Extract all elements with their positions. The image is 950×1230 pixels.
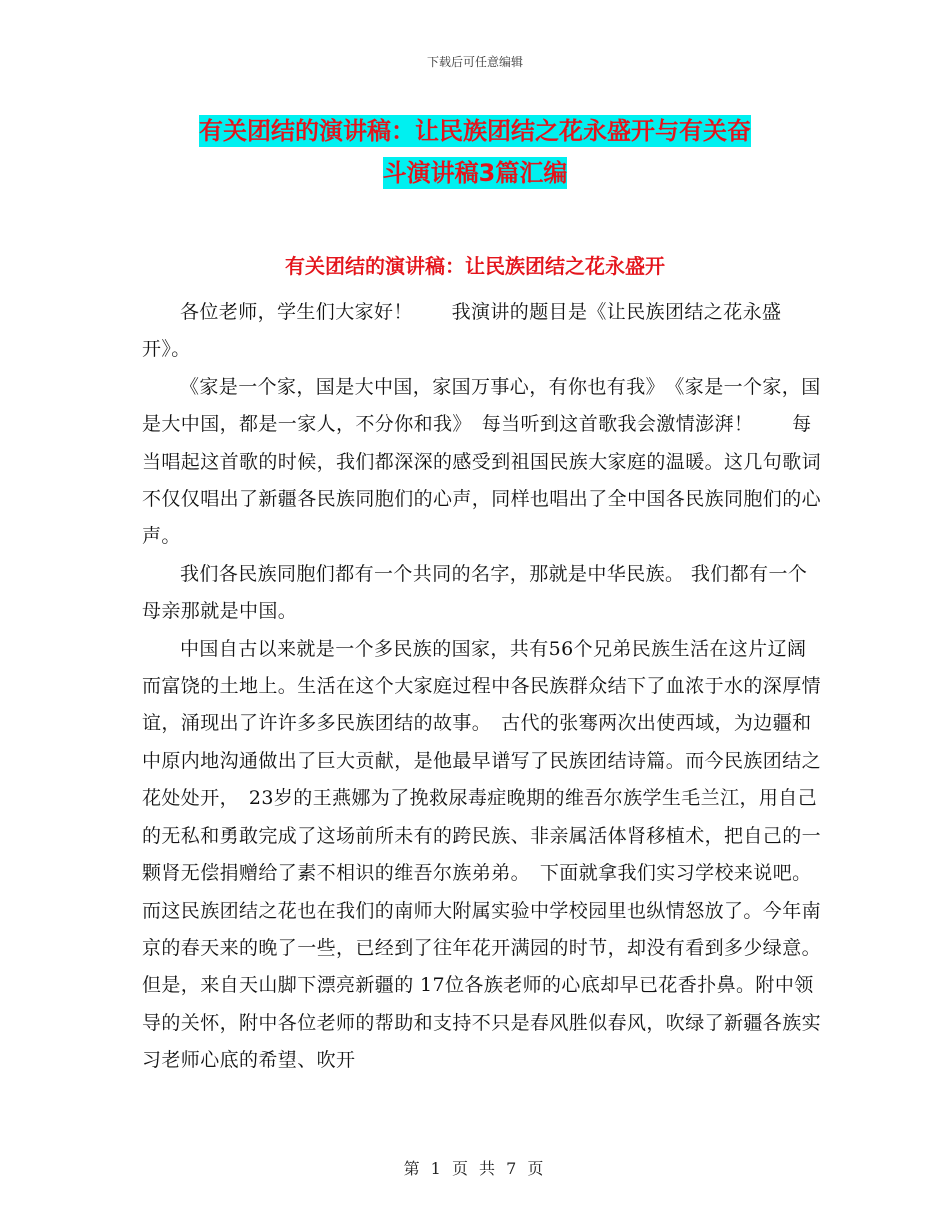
section-title: 有关团结的演讲稿：让民族团结之花永盛开 bbox=[285, 254, 665, 278]
document-title-line-2 bbox=[0, 156, 950, 190]
document-title-line-1 bbox=[0, 114, 950, 148]
header-note: 下载后可任意编辑 bbox=[426, 55, 523, 69]
page-footer: 第 1 页 共 7 页 bbox=[403, 1159, 547, 1178]
paragraph: 我们各民族同胞们都有一个共同的名字，那就是中华民族。 我们都有一个母亲那就是中国。 bbox=[142, 562, 808, 623]
paragraph: 中国自古以来就是一个多民族的国家，共有56个兄弟民族生活在这片辽阔而富饶的土地上。生活在这个大家庭过程中各民族群众结下了血浓于水的深厚情谊，涌现出了许许多多民族团结的故事。 古代的张骞两次出使西域，为边疆和中原内地沟通做出了巨大贡献，是他最早谱写了民族团结诗篇。而今民族团结之花处处开， 23岁的王燕娜为了挽救尿毒症晚期的维吾尔族学生毛兰江，用自己的无私和勇敢完成了这场前所未有的跨民族、非亲属活体肾移植术，把自己的一颗肾无偿捐赠给了素不相识的维吾尔族弟弟。 下面就拿我们实习学校来说吧。而这民族团结之花也在我们的南师大附属实验中学校园里也纵情怒放了。今年南京的春天来的晚了一些，已经到了往年花开满园的时节，却没有看到多少绿意。但是，来自天山脚下漂亮新疆的 17位各族老师的心底却早已花香扑鼻。附中领导的关怀，附中各位老师的帮助和支持不只是春风胜似春风，吹绿了新疆各族实习老师心底的希望、吹开 bbox=[142, 637, 822, 1072]
title-highlight-2: 斗演讲稿3篇汇编 bbox=[382, 159, 568, 187]
paragraph: 《家是一个家，国是大中国，家国万事心，有你也有我》 《家是一个家，国是大中国，都是一家人，不分你和我》 每当听到这首歌我会激情澎湃！ 每当唱起这首歌的时候，我们都深深的感受到祖国民族大家庭的温暖。这几句歌词不仅仅唱出了新疆各民族同胞们的心声，同样也唱出了全中国各民族同胞们的心声。 bbox=[142, 375, 822, 548]
body-text bbox=[142, 294, 822, 1080]
paragraph: 各位老师，学生们大家好！ 我演讲的题目是《让民族团结之花永盛开》。 bbox=[142, 301, 782, 361]
title-highlight-1: 有关团结的演讲稿：让民族团结之花永盛开与有关奋 bbox=[199, 117, 751, 145]
